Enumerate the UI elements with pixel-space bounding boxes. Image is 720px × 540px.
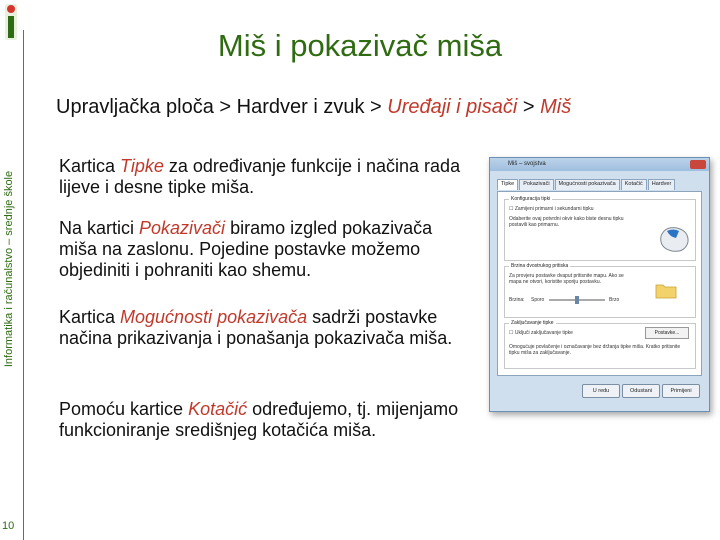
double-click-speed-group	[504, 263, 696, 318]
cancel-button[interactable]: Odustani	[622, 384, 660, 398]
page-number: 10	[2, 520, 15, 532]
click-lock-description: Omogućuje povlačenje i označavanje bez držanja tipke miša. Kratko pritisnite tipku miša za zaključavanje.	[509, 344, 681, 356]
close-icon[interactable]	[690, 160, 706, 169]
paragraph-pointer-options-tab: Kartica Mogućnosti pokazivača sadrži postavke načina prikazivanja i ponašanja pokazivača miša.	[59, 307, 453, 348]
group-title: Zaključavanje tipke	[511, 320, 554, 326]
slider-thumb[interactable]	[575, 296, 579, 304]
course-label: Informatika i računalstvo – srednje škole	[3, 170, 15, 368]
paragraph-pointers-tab: Na kartici Pokazivači biramo izgled pokazivača miša na zaslonu. Pojedine postavke možemo objediniti i pohraniti kao shemu.	[59, 218, 433, 280]
swap-buttons-checkbox[interactable]: ☐ Zamijeni primarni i sekundarni tipku	[509, 206, 594, 212]
paragraph-wheel-tab: Pomoću kartice Kotačić određujemo, tj. mijenjamo funkcioniranje središnjeg kotačića miša.	[59, 399, 459, 440]
slow-label: Sporo	[531, 297, 545, 303]
button-configuration-group	[504, 196, 696, 261]
click-lock-checkbox[interactable]: ☐ Uključi zaključavanje tipke	[509, 330, 573, 336]
slide-title: Miš i pokazivač miša	[217, 28, 503, 63]
click-lock-settings-button[interactable]: Postavke...	[645, 327, 689, 339]
apply-button[interactable]: Primijeni	[662, 384, 700, 398]
mouse-icon	[655, 222, 693, 256]
dialog-title: Miš – svojstva	[508, 161, 546, 167]
tab-panel	[497, 191, 702, 376]
dialog-tabs	[497, 179, 676, 190]
mouse-properties-dialog	[489, 157, 710, 412]
tab-wheel[interactable]: Kotačić	[621, 179, 647, 190]
sidebar	[0, 0, 24, 540]
dialog-titlebar	[490, 158, 709, 171]
group-title: Brzina dvostrukog pritiska	[511, 263, 569, 269]
breadcrumb: Upravljačka ploča > Hardver i zvuk > Uređaji i pisači > Miš	[56, 96, 572, 118]
double-click-description: Za provjeru postavke dvaput pritisnite mapu. Ako se mapa ne otvori, koristite sporiju postavku.	[509, 273, 624, 285]
folder-icon[interactable]	[655, 281, 677, 299]
speed-label: Brzina:	[509, 297, 525, 303]
tab-pointers[interactable]: Pokazivači	[519, 179, 553, 190]
tab-buttons[interactable]: Tipke	[497, 179, 518, 190]
paragraph-buttons-tab: Kartica Tipke za određivanje funkcije i načina rada lijeve i desne tipke miša.	[59, 156, 461, 197]
tab-pointer-options[interactable]: Mogućnosti pokazivača	[555, 179, 620, 190]
fast-label: Brzo	[609, 297, 620, 303]
sidebar-divider	[23, 30, 24, 540]
click-lock-group	[504, 320, 696, 369]
tab-hardware[interactable]: Hardver	[648, 179, 676, 190]
group-title: Konfiguracija tipki	[511, 196, 551, 202]
ok-button[interactable]: U redu	[582, 384, 620, 398]
swap-buttons-description: Odaberite ovaj potvrdni okvir kako biste desnu tipku postavili kao primarnu.	[509, 216, 624, 228]
